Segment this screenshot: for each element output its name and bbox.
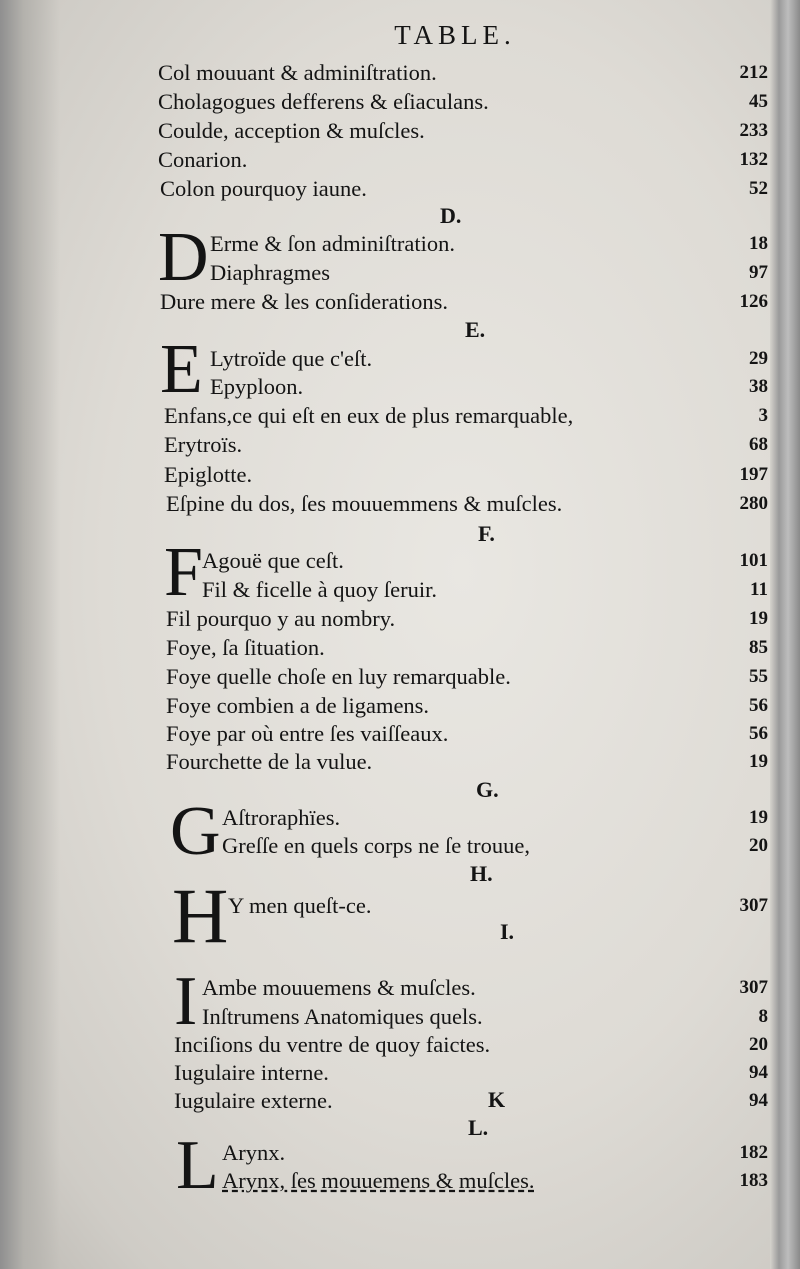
index-entry: Fil pourquo y au nombry. 19 — [166, 606, 768, 631]
index-entry: Diaphragmes 97 — [210, 260, 768, 285]
index-entry: Enfans,ce qui eſt en eux de plus remarquable, 3 — [164, 403, 768, 428]
drop-cap-l: L — [176, 1127, 219, 1204]
index-entry: Iugulaire interne. 94 — [174, 1060, 768, 1085]
section-letter-h: H. — [470, 861, 493, 886]
drop-cap-d: D — [158, 219, 209, 296]
index-entry: Iugulaire externe. 94 — [174, 1088, 768, 1113]
section-letter-k: K — [488, 1087, 506, 1112]
index-entry: Conarion. 132 — [158, 147, 768, 172]
index-entry: Cholagogues defferens & eſiaculans. 45 — [158, 89, 768, 114]
index-entry: Inciſions du ventre de quoy faictes. 20 — [174, 1032, 768, 1057]
section-letter-i: I. — [500, 919, 515, 944]
index-entry: Erme & ſon adminiſtration. 18 — [210, 231, 768, 256]
section-letter-g: G. — [476, 777, 499, 802]
drop-cap-f: F — [164, 534, 203, 611]
index-entry: Foye combien a de ligamens. 56 — [166, 693, 768, 718]
index-entry: Coulde, acception & muſcles. 233 — [158, 118, 768, 143]
drop-cap-e: E — [160, 331, 203, 408]
index-entry: Foye quelle choſe en luy remarquable. 55 — [166, 664, 768, 689]
index-entry: Erytroïs. 68 — [164, 432, 768, 457]
drop-cap-g: G — [170, 793, 221, 870]
index-entry: Epiglotte. 197 — [164, 462, 768, 487]
index-entry: Eſpine du dos, ſes mouuemmens & muſcles. 280 — [166, 491, 768, 516]
section-letter-l: L. — [468, 1115, 489, 1140]
section-letter-f: F. — [478, 521, 495, 546]
index-entry: Foye par où entre ſes vaiſſeaux. 56 — [166, 721, 768, 746]
index-entry: Fourchette de la vulue. 19 — [166, 749, 768, 774]
index-entry: Dure mere & les conſiderations. 126 — [160, 289, 768, 314]
drop-cap-i: I — [174, 963, 198, 1040]
index-entry: Col mouuant & adminiſtration. 212 — [158, 60, 768, 85]
index-entry: Lytroïde que c'eſt. 29 — [210, 346, 768, 371]
index-entry: Y men queſt-ce. 307 — [228, 893, 768, 918]
drop-cap-h: H — [172, 872, 229, 959]
page-title: TABLE. — [394, 20, 516, 50]
index-entry: Arynx, ſes mouuemens & muſcles. 183 — [222, 1168, 768, 1193]
index-entry: Arynx. 182 — [222, 1140, 768, 1165]
index-entry: Aſtroraphïes. 19 — [222, 805, 768, 830]
index-entry: Epyploon. 38 — [210, 374, 768, 399]
index-entry: Greſſe en quels corps ne ſe trouue, 20 — [222, 833, 768, 858]
index-entry: Ambe mouuemens & muſcles. 307 — [202, 975, 768, 1000]
index-entry: Foye, ſa ſituation. 85 — [166, 635, 768, 660]
index-entry: Agouë que ceſt. 101 — [202, 548, 768, 573]
index-entry: Colon pourquoy iaune. 52 — [160, 176, 768, 201]
section-letter-e: E. — [465, 317, 486, 342]
index-entry: Inſtrumens Anatomiques quels. 8 — [202, 1004, 768, 1029]
section-letter-d: D. — [440, 203, 462, 228]
index-entry: Fil & ficelle à quoy ſeruir. 11 — [202, 577, 768, 602]
